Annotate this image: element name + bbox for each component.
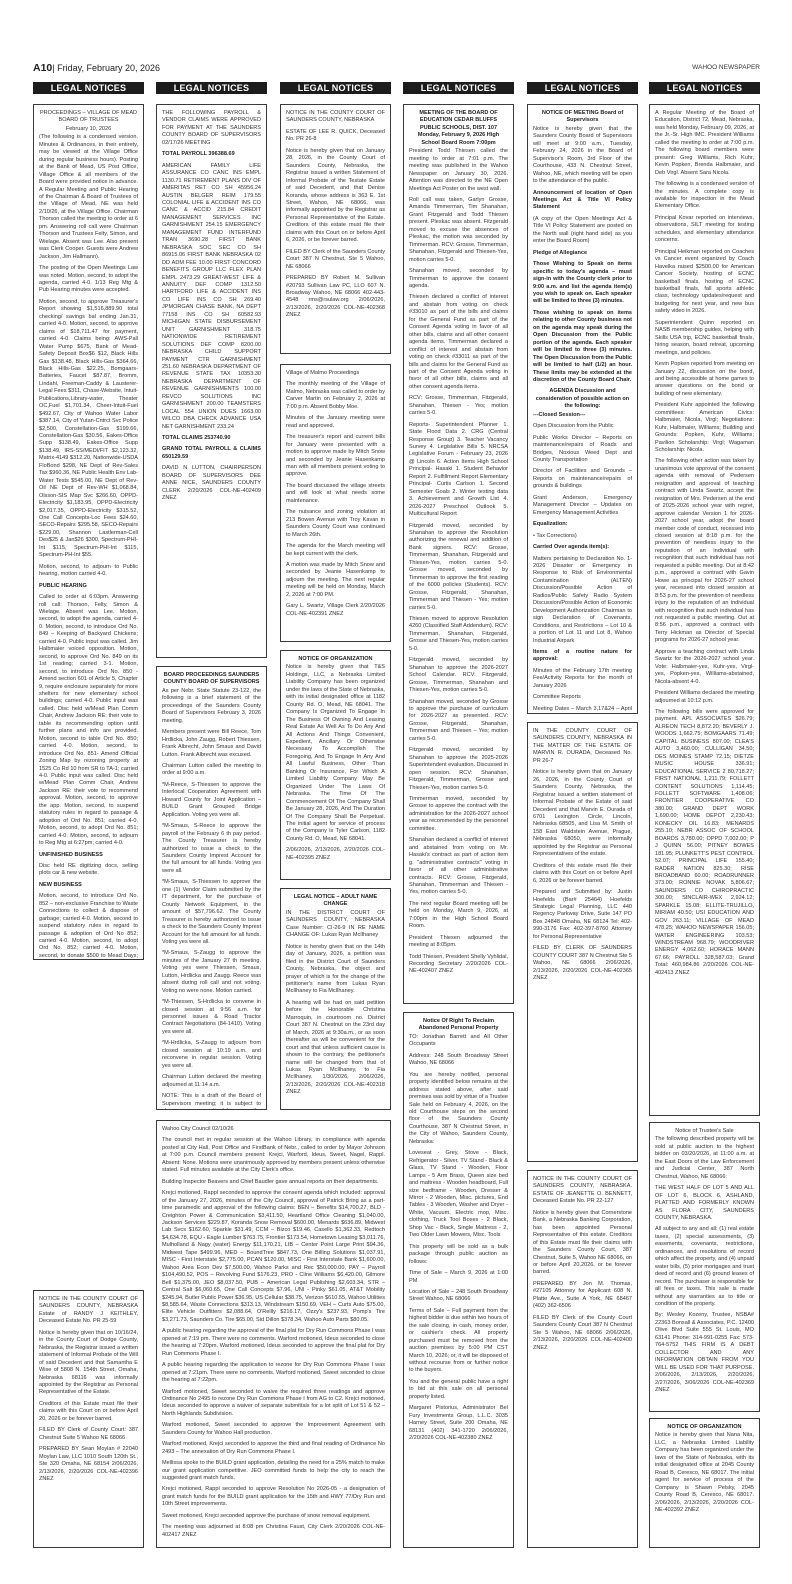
page-number: A10 [33,62,53,74]
notice-paragraph: Krejci motioned, Rappl seconded to approve Resolution No 2026-05 - a designation of grant match funds for the BUILD grant application for the 15th and HWY 77/Dry Run and 10th Street improvements. [162,1486,385,1508]
notice-heading: BOARD PROCEEDINGS SAUNDERS COUNTY BOARD OF SUPERVISORS [163,672,260,686]
notice-paragraph: ---Closed Session--- [533,411,586,418]
notice-paragraph: *M-Reece, S-Thiessen to approve the Interlocal Cooperation Agreement with Howard County for Joint Application – BUILD Grant Grouped Bridge Application. Voting yes were all. [162,781,261,818]
notice-paragraph: Creditors of this Estate must file their claims with this Court on or before April 20, 2026 or be forever barred. [39,1400,138,1422]
notice-trustees-sale [649,1122,760,1412]
notice-paragraph: Notice of Trustee's Sale [675,1128,734,1134]
notice-paragraph: You and the general public have a right to bid at this sale on all personal property listed. [409,1378,508,1400]
notice-paragraph: Open Discussion from the Public [533,423,614,430]
notice-mead-school-board [649,104,760,1116]
notice-paragraph: Superintendent Quinn reported on NASB membership guides, helping with Skills USA trip, ECNC basketball finals, hiring season, board retreat, upcoming meetings, and policies. [655,319,754,356]
notice-paragraph: NOTICE IN THE COUNTY COURT OF SAUNDERS COUNTY, NEBRASKA. ESTATE OF JEANETTE O. BENNETT, Deceased Estate No. PR 22-127 [533,1176,632,1205]
notice-paragraph: Shanahan moved, seconded by Timmerman to approve the consent agenda. [409,268,508,289]
notice-paragraph: Principal Kovar reported on interviews, observations, SILT meeting for testing schedules, and elementary attendance concerns. [655,214,754,244]
notice-paragraph: PREPARED BY Robert M. Sullivan #20793 Sullivan Law PC, LLO 607 N. Broadway Wahoo, NE 68066 402-443-4548 rms@rsulaw.org 2/06/2026, 2/13/2026, 2/20/2026 COL-NE-402368 ZNEZ [286,275,385,319]
notice-paragraph: (The following is a condensed version. Minutes & Ordinances, in their entirety, may be viewed at the Village Office during regular business hours). Posting at the Bank of Mead, US Post Office, Village Office & all members of the Board were provided notice in advance. A Regular Meeting and Public Hearing of the Chairman & Board of Trustees of the Village of Mead, NE was held 2/10/26, at the Village Office. Chairman Thorson called the meeting to order at 6 pm. Answering roll call were Chairman Thorson and Trustees Felty, Simon, and Wielage. Absent was Lee. Also present was Clerk Cooper. Guests were Andrew Jackson, Jim Hallmann). [39,134,138,260]
notice-paragraph: The meeting was adjourned at 8:08 pm Christina Faust, City Clerk 2/20/2026 COL-NE-402417 ZNEZ [162,1524,385,1538]
notice-quick-estate [280,104,391,354]
notice-cedar-bluffs-board [403,104,514,1004]
notice-paragraph: NEW BUSINESS [39,881,82,888]
notice-paragraph: President Todd Thiesen called the meeting to order at 7:01 p.m. The meeting was published in the Wahoo Newspaper on January 30, 2026. Attention was directed to the NE Open Meetings Act Poster on the west wall. [409,148,508,192]
notice-paragraph: The following bills were approved for payment. APL ASSOCIATES $26.79; ALREON TECH 8,872.20; BEVERLY J. WOODS 1,662.75; BOMGAARS 71.49; CAPITAL BUSINESS 807.00; CLEA'S AUTO 3,460.00; CULLIGAN 34.50; DES MOINES STAMP 72.15; DIETZE MUSIC HOUSE 336.91; EDUCATIONAL SERVICE 2 80,718.27; FIRST NATIONAL 1,211.79; FOLLETT CONTENT SOLUTIONS 1,114.45; FOLLETT SOFTWARE 1,408.06; FRONTIER COOPERATIVE CO 380.00; GRAND DEPT WORK 1,690.00; HOME DEPOT 2,230.43; KONECKY OIL 16.83; MENARDS 255.10; NEBR ASSOC OF SCHOOL BOARDS 3,780.00; OPPD 7,002.00; P J QUINN 56.00; PITNEY BOWES 181.95; PLUNKETT'S PEST CONTROL 52.07; PRINCIPAL LIFE 155.40; RADER NATION 825.30; RISE BROADBAND 60.00; ROADRUNNER 373.00; RONNIE NOVAK 5,806.67; SAUNDERS CO CHIROPRACTIC 300.00; SINCLAIR-WEX 2,924.12; SPARKLE 15.08; ELLITE-TRUJILLO, MIRIAM 40.50; USI EDUCATION AND GOV 263.11; VILLAGE OF MEAD 478.25; WAHOO NEWSPAPER 156.05; WATER ENGINEERING 103.53; WINDSTREAM 968.79; WOODRIVER ENERGY 4,062.60; HORACE MANN 67.66; PAYROLL 328,587.03; Grand Total: 460,984.86 2/20/2026 COL-NE-402413 ZNEZ [655,708,754,976]
notice-paragraph: Principal Heikman reported on Coaches vs Cancer event organized by Coach Havelka raised $2500.00 for American Cancer Society, hosting of ECNC basketball finals, hosting of ECNC basketball finals, fall sports athletic class, technology updates/request and budgeting for next year, and new bus safety video in 2026. [655,248,754,315]
notice-paragraph: Chairman Lutton declared the meeting adjourned at 11:14 a.m. [162,1074,261,1088]
notice-paragraph: Those Wishing to Speak on items specific to today's agenda – must sign-in with the County clerk prior to 9:00 a.m. and list the agenda item(s) you wish to speak on. Each speaker will be limited to three (3) minutes. [533,261,632,305]
notice-paragraph: IN THE COUNTY COURT OF SAUNDERS COUNTY, NEBRASKA IN THE MATTER OF THE ESTATE OF MARVIN R. OURADA, Deceased No. PR 26-7 [533,728,632,764]
notice-paragraph: Margaret Pistorius, Administrator Bel Fury Investments Group, L.L.C. 3035 Harney Street, Suite 200 Omaha, NE 68131 (402) 341-1720 2/06/2026, 2/20/2026 COL-NE-402380 ZNEZ [409,1405,508,1442]
notice-paragraph: GRAND TOTAL PAYROLL & CLAIMS 650129.59 [162,446,261,460]
notice-paragraph: A Regular Meeting of the Board of Education, District 72, Mead, Nebraska, was held Monday, February 09, 2026, at the Jr.-Sr. High IMC. President Williams called the meeting to order at 7:00 p.m. The following board members were present: Greg Williams, Rich Kuhr, Kevin Popken, Brenda Halbmaier, and Deb Virgl. Absent Sara Nicola. [655,110,754,176]
notice-paragraph: Thiesen moved to approve Resolution 4260 (Classified Staff Addendum). RCV: Timmerman, Shanahan, Fitzgerald, Grosse and Thiesen-Yes, motion carries 5-0. [409,616,508,652]
notice-paragraph: PREPARED BY Sean Moylan # 22040 Moylan Law, LLC 1010 South 120th St., Ste 320 Omaha, NE 68154 2/06/2026, 2/13/2026, 2/20/2026 COL-NE-402396 ZNEZ [39,1446,138,1482]
notice-paragraph: Motion, second, to introduce Ord No. 852 – non-exclusive Franchise to Waste Connections to collect & dispose of garbage; carried 4-0. Motion, second to suspend statutory rules in regard to passage & adoption of Ord No 852; carried 4-0. Motion, second, to adopt Ord No. 852; carried 4-0. Motion, second, to donate $500 to Mead Days; [39,893,138,959]
notice-paragraph: Notice is hereby given that T&S Holdings, LLC, a Nebraska Limited Liability Company has been organized under the laws of the State of Nebraska, with its initial designated office at 1182 County Rd. O, Mead, NE 68041. The Company Is Organized To Engage In The Business Of Owning And Leasing Real Estate As Well As To Do Any And All Actions And Things Convenient, Expedient, Ancillary Or Otherwise Necessary To Accomplish The Foregoing, And To Engage In Any And All Lawful Business, Other Than Banking Or Insurance, For Which A Limited Liability Company May Be Organized Under The Laws Of Nebraska. The Time Of The Commencement Of The Company Shall Be January 28, 2026, And The Duration Of The Company Shall Be Perpetual. The initial agent for service of process of the Company is Tyler Carlson, 1182 County Rd. O, Mead, NE 68041. [286,664,385,842]
notice-paragraph: Those wishing to speak on items relating to other County business not on the agenda may speak during the Open Discussion from the Public portion of the agenda. Each speaker will be limited to three (3) minutes. The Open Discussion from the Public will be limited to half (1/2) an hour. These limits may be extended at the discretion of the County Board Chair. [533,309,632,383]
notice-paragraph: All subject to any and all: (1) real estate taxes, (2) special assessments, (3) easements, covenants, restrictions, ordinances, and resolutions of record which affect the property, and (4) unpaid water bills, (5) prior mortgages and trust deed of record and (6) ground leases of record. The purchaser is responsible for all fees or taxes. This sale is made without any warranties as to title or condition of the property. [655,1226,754,1307]
notice-paragraph: The treasurer's report and current bills for January were presented with a motion to approve made by Mitch Snow and seconded by Jeanie Hasenkamp man with all members present voting to approve. [286,434,385,478]
notice-paragraph: A hearing will be had on said petition before the Honorable Christina Marroquin, in courtroom no. District Court 387 N. Chestnut on the 23rd day of March, 2026 at 9:30a.m., or as soon thereafter as will be convenient for the court and that unless sufficient cause is shown to the contrary, the petitioner's name will be changed from that of Lukas Ryan McIlhaney, to Fia McIlhaney. 1/30/2026, 2/06/2026, 2/13/2026, 2/20/2026 COL-NE-402318 ZNEZ [286,999,385,1096]
section-header: LEGAL NOTICES [156,82,267,94]
notice-paragraph: President Thiesen adjourned the meeting at 8:05pm. [409,934,508,949]
notice-paragraph: TOTAL CLAIMS 253740.90 [162,435,231,442]
notice-paragraph: TO: Jonathan Barrett and All Other Occupants [409,1033,508,1048]
notice-paragraph: DAVID N LUTTON, CHAIRPERSON BOARD OF SUPERVISORS DEE ANNE NICE, SAUNDERS COUNTY CLERK 2/20/2026 COL-NE-402409 ZNEZ [162,465,261,502]
notice-name-change [280,888,391,1110]
notice-paragraph: PREPARED BY Jon M. Thomas, #27105 Attorney for Applicant 608 N. Platte Ave., Suite A York, NE 68467 (402) 362-6506 [533,1280,632,1310]
notice-heading: AGENDA Discussion and consideration of possible action on the following: [535,388,630,410]
notice-paragraph: Warford motioned, Sweet seconded to approve the Improvement Agreement with Saunders County for Wahoo Hall production. [162,1422,385,1436]
notice-paragraph: FILED BY Clerk of the Saunders County Court 387 N Chestnut, Ste 5 Wahoo, NE 68066 [286,248,385,270]
notice-paragraph: IN THE DISTRICT COURT OF SAUNDERS COUNTY, NEBRASKA Case Number: CI-26-9 IN RE NAME CHANGE OF: Lukas Ryan McIlhaney [286,909,385,939]
newspaper-name: WAHOO NEWSPAPER [692,64,760,71]
notice-heading: NOTICE OF MEETING Board of Supervisors [541,110,624,124]
notice-paragraph: Fitzgerald moved, seconded by Shanahan to approve the Resolution authorizing the renewal and addition of Bank signers. RCV: Grosse, Timmerman, Shanahan, Fitzgerald and Thiesen-Yes, motion carries 5-0. Grosse moved, seconded by Timmerman to approve the first reading of the 6000 policies (Students). RCV: Grosse, Fitzgerald, Shanahan, Timmerman and Thiesen - Yes; motion carries 5-0. [409,522,508,611]
notice-paragraph: Notice is hereby given that the Saunders County Board of Supervisors will meet at 9:00 a.m., Tuesday, February 24, 2026 in the Board of Supervisor's Room, 3rd Floor of the Courthouse, 433 N. Chestnut Street, Wahoo, NE, which meeting will be open to the attendance of the public. [533,125,632,185]
notice-heading: Notice Of Right To Reclaim Abandoned Personal Property [418,1018,499,1032]
notice-paragraph: The following described property will be sold at public auction to the highest bidder on 03/20/2026, at 11:00 a.m. at the East Doors of the Law Enforcement and Judicial Center, 387 North Chestnut, Wahoo, NE 68066: [655,1136,754,1180]
notice-paragraph: Announcement of location of Open Meetings Act & Title VI Policy Statement [533,189,632,211]
notice-paragraph: NOTICE IN THE COUNTY COURT OF SAUNDERS COUNTY, NEBRASKA Estate of RANDY J KEITHLEY, Deceased Estate No. PR 25-59 [39,1296,138,1325]
notice-paragraph: Time of Sale – March 9, 2026 at 1:00 PM [409,1270,508,1284]
notice-paragraph: Building Inspector Beavers and Chief Baudler gave annual reports on their departments. [162,1178,379,1185]
notice-paragraph: Director of Facilities and Grounds – Reports on maintenance/repairs of grounds & buildings [533,468,632,490]
notice-paragraph: Sweet motioned, Krejci seconded approve the purchase of snow removal equipment. [162,1512,371,1519]
notice-paragraph: Notice is hereby given that on 10/16/24, in the County Court of Dodge County, Nebraska, the Registrar issued a written statement of Informal Probate of the Will of said Decedent and that Samantha E Wise of 5808 N. 154th Street, Omaha, Nebraska 68116 was informally appointed by the Registrar as Personal Representative of the Estate. [39,1329,138,1396]
page-date: | Friday, February 20, 2026 [52,63,160,73]
notice-paragraph: The posting of the Open Meetings Law was noted. Motion, second, to adopt the agenda, carried 4-0. 1/13 Reg Mtg & Pub Hearing minutes were accepted. [39,265,138,294]
notice-paragraph: Meeting Dates – March 3,17&24 – April [533,705,632,712]
notice-paragraph: Fitzgerald moved, seconded by Shanahan to approve the 2025-2026 Superintendent evaluation. Discussed in open session. RCV: Shanahan, Fitzgerald, Timmerman, Grosse and Thiesen-Yes, motion carries 5-0. [409,747,508,791]
notice-paragraph: President Williams declared the meeting adjourned at 10:12 p.m. [655,690,754,704]
section-header: LEGAL NOTICES [649,82,760,94]
notice-paragraph: Pledge of Allegiance [533,249,588,256]
notice-mead-village-proceedings [33,104,144,960]
notice-paragraph: By: Wesley Kozeny, Trustee, NSBA# 22363 Bonsall & Associates, P.C. 12400 Olive Blvd Suite 555 St. Louis, MO 63141 Phone: 314-991-0255 Fax: 573-764-5752 THIS FIRM IS A DEBT COLLECTOR AND ANY INFORMATION OBTAIN FROM YOU WILL BE USED FOR THAT PURPOSE. 2/06/2026, 2/13/2026, 2/20/2026, 2/27/2026, 3/06/2026 COL-NE-402369 ZNEZ [655,1312,754,1393]
notice-paragraph: THE WEST HALF OF LOT 5 AND ALL OF LOT 6, BLOCK 6, ASHLAND, PLATTED AND FORMERLY KNOWN AS FLORA CITY, SAUNDERS COUNTY, NEBRASKA. [655,1185,754,1221]
notice-paragraph: Thiesen declared a conflict of interest and abstain from voting on check #33010 as part of the bills and claims for the General Fund as part of the Consent Agenda voting in favor of all other bills, claims and all other consent agenda items. Timmerman declared a conflict of interest and abstain from voting on check #33011 as part of the bills and claims for the General Fund as part of the Consent Agenda voting in favor of all other bills, claims and all other consent agenda items. [409,294,508,390]
notice-paragraph: Members present were Bill Reece, Tom Hrdlicka, John Zaugg, Robert Thiessen, Frank Albrecht, John Smaus and David Lutton. Frank Albrecht was excused. [162,729,261,758]
notice-paragraph: Wahoo City Council 02/10/26 [162,1126,234,1132]
notice-paragraph: The council met in regular session at the Wahoo Library, in compliance with agenda posted at City Hall, Post Office and FirstBank of Nebr., called to order by Mayor Johnson at 7:00 p.m. Council members present: Krejci, Warford, Ideus, Sweet, Nagel, Rappl. Absent: None. Motions were unanimously approved by members present unless otherwise stated. Full minutes available at the City Clerk's office. [162,1137,385,1174]
notice-organization-nana [649,1418,760,1548]
notice-board-proceedings [156,666,267,1110]
notice-meeting-supervisors [527,104,638,714]
notice-paragraph: TOTAL PAYROLL 396388.69 [162,151,235,158]
notice-paragraph: Notice is hereby given that Cornerstone Bank, a Nebraska Banking Corporation, has been appointed Personal Representative of this estate. Creditors of this Estate must file their claims with the Saunders County Court, 387 Chestnut, Suite 5, Wahoo NE 68066, on or before April 20,2026, or be forever barred. [533,1209,632,1276]
section-header: LEGAL NOTICES [33,82,144,94]
notice-paragraph: Warford motioned, Krejci seconded to approve the third and final reading of Ordinance No 2493 – The annexation of Dry Run Commons Phase I. [162,1441,385,1455]
notice-paragraph: THE FOLLOWING PAYROLL & VENDOR CLAIMS WERE APPROVED FOR PAYMENT AT THE SAUNDERS COUNTY BOARD OF SUPERVISORS 02/17/26 MEETING [162,110,261,146]
notice-paragraph: Address: 248 South Broadway Street Wahoo, NE 68066 [409,1052,508,1067]
notice-paragraph: 2/06/2026, 2/13/2026, 2/20/2026 COL-NE-402395 ZNEZ [286,847,385,861]
notice-paragraph: The next regular Board meeting will be held on Monday, March 9, 2026, at 7:00pm in the High School Board Room. [409,900,508,930]
notice-paragraph: Approve a teaching contract with Linda Swartz for the 2026-2027 school year. Vote: Halbmaier-yes, Kuhr-yes, Virgl-yes, Popken-yes, Williams-abstained, Nicola-absent 4-0. [655,648,754,685]
notice-paragraph: Carried Over agenda item(s): [533,544,610,551]
notice-paragraph: PROCEEDINGS – VILLAGE OF MEAD BOARD OF TRUSTEES [39,110,138,124]
notice-organization-ts-holdings [280,650,391,880]
notice-paragraph: Reports- Superintendent Pfanner 1. State Flood Data 2. CRG (Central Response Group) 3. Teacher Vacancy Survey 4. Legislative Bills 5. NRCSA Legislative Forum - February 23, 2026 @ Lincoln 6. Action Items High School Principal- Hasaki 1. Student Behavior Report 2. Fulfillment Report Elementary Principal- Curtis Carlson 1. Second Semester Goals 2. Winter testing data 3. Achievement and Growth List 4. 2026-2027 Preschool Outlook 5. Multicultural Report [409,421,508,518]
notice-paragraph: Grant Anderson, Emergency Management Director – Updates on Emergency Management Activities [533,494,632,516]
notice-paragraph: FILED BY Clerk of the County Court Saunders County Court 387 N Chestnut Ste 5 Wahoo, NE 68066 2/06/2026, 2/13/2026, 2/20/2026 COL-NE-402400 ZNEZ [533,1314,632,1351]
notice-paragraph: A public hearing regarding the application to rezone for Dry Run Commons Phase I was opened at 7:21pm. There were no comments. Warford motioned, Sweet seconded to close the hearing at 7:22pm. [162,1362,385,1384]
notice-malmo-minutes [280,364,391,642]
notice-paragraph: February 10, 2026 [65,125,112,132]
notice-payroll-claims [156,104,267,658]
notice-paragraph: Motion, second, to adjourn to Public hearing, motion carried 4-0. [39,563,138,578]
notice-paragraph: RCV: Grosse, Timmerman, Fitzgerald, Shanahan, Thiesen - Yes; motion carries 5-0. [409,395,508,417]
notice-heading: MEETING OF THE BOARD OF EDUCATION CEDAR BLUFFS PUBLIC SCHOOLS, DIST. 107 Monday, February 9, 2026 High School Board Room 7:00pm [417,110,500,146]
notice-bennett-estate [527,1170,638,1548]
section-header: LEGAL NOTICES [280,82,391,94]
notice-paragraph: UNFINISHED BUSINESS [39,851,103,858]
notice-keithley-estate [33,1290,144,1548]
notice-heading: NOTICE OF ORGANIZATION [298,656,373,662]
notice-paragraph: Prepared and Submitted by: Justin Hoefelds (Bar# 25464) Hoefelds Strategic Legal Planning, LLC 440 Regency Parkway Drive, Suite 147 PO Box 24848 Omaha, NE 68124 Tel: 402-990-3176 Fax: 402-397-8760 Attorney for Personal Representative [533,889,632,940]
notice-paragraph: A motion was made by Mitch Snow and seconded by Jeanie Hasenkamp to adjourn the meeting. The next regular meeting will be held on Monday, March 2, 2026 at 7:00 PM. [286,561,385,598]
notice-paragraph: Village of Malmo Proceedings [286,370,360,376]
notice-paragraph: Notice is hereby given that on January 28, 2026, in the County Court of Saunders County, Nebraska, the Registrar issued a written Statement of Informal Probate of the Testate Estate of said Decedent, and that Denise Koranda, whose address is 363 E. 1st Street, Wahoo, NE 68066, was informally appointed by the Registrar as Personal Representative of the Estate. Creditors of this estate must file their claims with this Court on or before April 6, 2026, or be forever barred. [286,147,385,244]
notice-paragraph: *M-Smaus, S-Zaugg to approve the minutes of the January 27 th meeting. Voting yes were Thiessen, Smaus, Lutton, Hrdlicka and Zaugg. Reece was absent during roll call and not voting. Voting no were none. Motion carried. [162,950,261,994]
notice-heading: LEGAL NOTICE – ADULT NAME CHANGE [293,894,378,908]
notice-paragraph: Motion, second, to approve Treasurer's Report showing $1,516,889.90 total checking/ savings bal ending Jan.31, carried 4-0. Motion, second, to approve claims of $18,711.47 for payment, carried 4-0. Claims being: AWS-Pall Water Pump $675, Bank of Mead-Safety Deposit Box$6 $12, Black Hills Gas $138.48, Black Hills-Gas $364.66, Black Hills-Gas $22.25, Bomgaars-Batteries, Faucet $87.87, Bromm, Lindahl, Freeman-Caddy & Lausterer-Legal Fees $311, Chase-Website, Intuit-Publications,Library-water, Theater OC,Fuel $1,701.34, Cheer-Intuit-Fuel $492.67, City of Wahoo Water Labor $387.14, City of Yutan-Cntrct Svc Police $2,500, Constellation-Gas $199.66, Constellation-Gas $30.56, Eakes-Office Supp $138.49, Eakes-Office Supp $138.49, IRS-SS/MEDI/FIT $2,123.32, Matrix-4149 $312.20, Nationwide-USDA FloBond $298, NE Dept of Rev-Sales Tax $960.36, NE Public Health Env Lab-Water Tests $545.00, NE Dept of Rev-Oil NE Dept of Rev-WH $1,068.84, Olsson-SIS Map Svc $266.60, OPPD-Electricity $1,183.95, OPPD-Electricity $2,017.35, OPPD-Electricity $315.52, One Call Concepts-Loc Fees $24.60, SECO-Repairs $295.58, SECO-Repairs $229.00, Shannon Lastlerman-Cell Des$25 & Jan$26 $300, Spectrum-PHI-Int $115, Spectrum-PHI-Int $115, Spectrum-PH-Int $55. [39,298,138,559]
notice-paragraph: Committee Reports [533,694,581,701]
notice-paragraph: This property will be sold as a bulk package through public auction as follows: [409,1243,508,1265]
notice-paragraph: *M-Smaus, S-Reece to approve the payroll of the February 6 th pay period. The County Treasurer is hereby authorized to issue a check to the Saunders County Imprest Account for the full amount for all funds. Voting yes were all. [162,823,261,874]
notice-paragraph: Loveseat - Grey, Stove - Black, Refrigerator - Silver, TV Stand - Black & Glass, TV Stand - Wooden, Floor Lamps - 5 Arm Brass, Queen size bed and mattress - Wooden headboard, Full size bedframe - Wooden, Dresser & Mirror - 2 Wooden, Misc. pictures, End Tables - 3 Wooden, Washer and Dryer - White, Vacuum, Electric mop, Misc. clothing, Truck Tool Boxes - 2 Black, Shop Vac - Black, Single Mattress - 2, Two Older Lawn Mowers, Misc. Tools [409,1150,508,1239]
notice-paragraph: Disc held RE digitizing docs, selling plots car & new website. [39,862,138,877]
notice-paragraph: Terms of Sale – Full payment from the highest bidder is due within two hours of the sale closing, in cash, money order, or cashier's check. All property purchased must be removed from the auction premises by 5:00 PM CST March 10, 2026; or, it will be disposed of without recourse from or further notice to the buyers. [409,1307,508,1374]
notice-paragraph: Public Works Director – Reports on maintenance/repairs of Roads and Bridges, Noxious Weed Dept and County Transportation [533,434,632,464]
notice-paragraph: NOTICE IN THE COUNTY COURT OF SAUNDERS COUNTY, NEBRASKA [286,110,385,124]
notice-abandoned-property [403,1012,514,1548]
notice-paragraph: Matters pertaining to Declaration No. 1-2026 Disaster or Emergency in Response to Risk of Environmental Contamination (ALTEN) Discussion/Possible Action of Radios/Public Safety Radio System Discussion/Possible Action of Economic Development Authorization Chairman to sign Declaration of Covenants, Conditions, and Restrictions – Lot 10 & a portion of Lot 11 and Lot 8, Wahoo Industrial Airpark [533,555,632,644]
notice-paragraph: Chairman Lutton called the meeting to order at 9:00 a.m. [162,762,261,777]
notice-paragraph: • Tax Corrections) [533,532,577,539]
section-header: LEGAL NOTICES [527,82,638,94]
notice-paragraph: ESTATE OF LEE R. QUICK, Deceased No. PR 26-8 [286,128,385,143]
notice-paragraph: The following is a condensed version of the minutes. A complete copy is available for inspection in the Mead Elementary Office. [655,181,754,210]
notice-paragraph: President Kuhr appointed the following committees: American Civics: Halbmaier, Nicola, Virgl; Negotiations: Kuhr, Halbmaier, Williams; Building and Grounds: Popken, Kuhr, Williams; Pavilion Scholarship: Virgl; Wagaman Scholarship: Nicola. [655,402,754,454]
notice-paragraph: Mellissa spoke to the BUILD grant application, detailing the need for a 25% match to make our grant application competitive. JEO committed funds to help the city to reach the suggested grant match funds. [162,1460,385,1482]
notice-paragraph: *M-Thiessen, S-Hrdlicka to convene in closed session at 9:56 a.m. for personnel issues & Road Tractor Contract Negotiations (84-1410). Voting yes were all. [162,999,261,1035]
notice-paragraph: Todd Thiesen, President Shelly Vyhlidal, Recording Secretary 2/20/2026 COL-NE-402407 ZNEZ [409,953,508,975]
notice-paragraph: Creditors of this estate must file their claims with this Court on or before April 6, 2026 or be forever barred. [533,862,632,884]
notice-paragraph: The agenda for the March meeting will be kept current with the clerk. [286,543,385,557]
notice-paragraph: (A copy of the Open Meetings Act & Title VI Policy Statement are posted on the North wall (right hand side) as you enter the Board Room) [533,215,632,245]
notice-paragraph: Minutes of the January meeting were read and approved. [286,415,385,429]
notice-paragraph: You are hereby notified, personal property identified below remains at the address stated above, after said premises was sold by virtue of a Trustee Sale held on February 4, 2026, on the old Courthouse steps on the second floor of the Saunders County Courthouse, 387 N Chestnut Street, in the City of Wahoo, Saunders County, Nebraska: [409,1071,508,1145]
notice-paragraph: Timmerman moved, seconded by Grosse to approve the contract with the administration for the 2026-2027 school year as recommended by the personnel committee. [409,795,508,832]
page-folio [33,62,160,74]
notice-paragraph: Warford motioned, Sweet seconded to waive the required three readings and approve Ordinance No 2495 to rezone Dry Run Commons Phase I from AG to C2. Krejci motioned, Ideus seconded to approve a waiver of separate submittals for a lot split of Lot 51 & 52 – North Highlands Subdivision. [162,1388,385,1417]
notice-ourada-estate [527,722,638,1162]
notice-paragraph: *M-Hrdlicka, S-Zaugg to adjourn from closed session at 10:19 a.m. and reconvene in regular session. Voting yes were all. [162,1040,261,1069]
notice-paragraph: NOTE: This is a draft of the Board of Supervisors meeting; it is subject to [162,1093,261,1107]
notice-paragraph: A public hearing regarding the approval of the final plat for Dry Run Commons Phase I was opened at 7:19 pm. There were no comments. Warford motioned, Ideus seconded to close the hearing at 7:20pm. Warford motioned, Ideus seconded to approve the final plat for Dry Run Commons Phase I. [162,1328,385,1357]
notice-paragraph: The following other action was taken by unanimous vote approval of the consent agenda with removal of Pedersen resignation and approval of teaching contract with Linda Swartz, accept the resignation of Mrs. Pedersen at the end of 2025-2026 school year with regret, approve calendar Version 1 for 2026-2027 school year, adopt the board member code of conduct, recessed into closed session at 8:18 p.m. for the prevention of needless injury to the reputation of an individual with recognition that such individual has not requested a public meeting. Out at 8:42 p.m., approved a contract with Gavin Howe as principal for 2026-27 school year, recessed into closed session at 8:53 p.m. for the prevention of needless injury to the reputation of an individual with recognition that such individual has not requested a public meeting. Out at 8:56 p.m., approved a contract with Terry Hickman as Director of Special programs for 2026-27 school year. [655,458,754,644]
notice-paragraph: Notice is hereby given that on the 14th day of January, 2026, a petition was filed in the District Court of Saunders County, Nebraska, the object and prayer of which is for the change of the petitioner's name from Lukas Ryan McIlhaney to Fia McIlhaney. [286,943,385,995]
section-header: LEGAL NOTICES [403,82,514,94]
notice-paragraph: Krejci motioned, Rappl seconded to approve the consent agenda which included: approval of the January 27, 2026, minutes of the City Council, approval of Patrick Bring as a part-time paramedic and approval of the following claims: BEN – Benefits $14,700.27, BLD - Creighton Power & Communication $3,411.50, Heartland Office Cleaning $1,040.00, Jackson Services $229.87, Koranda Snow Removal $600.00, Menards $636.89, Midwest Lab Svcs $162.60, Sparkle $31.49, CCM – Bizco $19.46, Casello $1,362.33, Redtoch $4,634.78, EQU - Eagle Lumber $763.75, Frontier $173.54, Hometown Leasing $3,011.76, Mulholland & Nagy (water) Energy $11,170.21, LIB – Center Point Large Print $94.36, Midwest Tape $499.96, MED – BoundTree $847.73, One Billing Solutions $1,037.91, MISC - First Interstate $2,775.00, PCAN $120.00, MISC - First Interstate Bank $1,600.00, Wahoo Area Econ Dev $7,500.00, Wahoo Parks and Rec $50,000.00, PAY – Payroll $104,490.52, POS – Revolving Fund $176.23, PRO - Cline Williams $6,420.00, Gilmore Bell $1,375.00, JEO $8,037.50, PUB – American Legal Publishing $2,603.34, STR – Central Salt $6,060.65, One Call Concepts $7.96, UNI - Pinky $61.05, AT&T Mobility $245.94, Butler Public Power $36.95, US Cellular $38.75, Verizon $610.55, Wahoo Utilities $8,585.64, Waste Connections $313.13, Windstream $150.69, VEH – Curts Auto $75.00, Elite Vehicle Outfitters $2,088.64, O'Reilly $216.17, Ozzy's $237.93, Pomp's Tire $3,271.73, Saunders Co. Tire $65.00, Sid Dillon $378.34, Wahoo Auto Parts $80.05. [162,1190,385,1323]
notice-paragraph: Equalization: [533,521,568,528]
notice-paragraph: Minutes of the February 17th meeting Fee/Activity Reports for the month of January 2026 [533,667,632,689]
notice-paragraph: Notice is hereby given that on January 26, 2026, in the County Court of Saunders County, Nebraska, the Registrar issued a written statement of Informal Probate of the Estate of said Decedent and that Marvin E. Ourada of 6701 Lexington Circle, Lincoln, Nebraska 68505, and Lisa M. Smith of 158 East Waldstein Avenue, Prague, Nebraska 68050, were informally appointed by the Registrar as Personal Representatives of the estate. [533,769,632,858]
notice-paragraph: The nuisance and zoning violation at 213 Bowen Avenue with Troy Kavan in Saunders County Court was continued to March 26th. [286,509,385,538]
notice-paragraph: Shanahan declared a conflict of interest and abstained from voting on Mr. Hasaki's contract as part of action item g. "administrative contracts" voting in favor of all other administrative contracts. RCV: Grosse, Fitzgerald, Shanahan, Timmerman and Thiesen - Yes, motion carries 5-0. [409,837,508,896]
notice-paragraph: Gary L. Swartz, Village Clerk 2/20/2026 COL-NE-402391 ZNEZ [286,603,385,617]
notice-paragraph: Location of Sale – 248 South Broadway Street Wahoo, NE 68066 [409,1288,508,1303]
notice-paragraph: As per Nebr. State Statute 23-122, the following is a brief statement of the proceedings of the Saunders County Board of Supervisors February 3, 2026 meeting. [162,687,261,724]
notice-paragraph: AMERICAN FAMILY LIFE ASSURANCE CO CANC INS EMPL 1130.71 RETIREMENT PLANS DIV OF AMERITAS RET CO SH 45956.24 AUSTIN BELGER REIM 179.55 COLONIAL LIFE & ACCIDENT INS CO CANC & ACCID 215.84 CREDIT MANAGEMENT SERVICES INC GARNISHMENT 254.15 EMERGENCY MANAGEMENT FUND INTERFUND TRAN 3690.28 FIRST BANK NEBRASKA SOC SEC CO SH 86915.06 FIRST BANK NEBRASKA 02 DD ADM FEE 10.00 FIRST CONCORD BENEFITS GROUP LLC FLEX PLAN EMPL 2473.29 GREAT-WEST LIFE & ANNUITY DEF COMP 1312.50 HARTFORD LIFE & ACCIDENT INS CO LIFE INS CO SH 269.40 JPMORGAN CHASE BANK, NA DEPT 77158 INS CO SH 60582.93 MICHIGAN STATE DISBURSEMENT UNIT GARNISHMENT 318.75 NATIONWIDE RETIREMENT SOLUTIONS DEF COMP 8200.00 NEBRASKA CHILD SUPPORT PAYMENT CTR GARNISHMENT 251.60 NEBRASKA DEPARTMENT OF REVENUE STATE TAX 10353.30 NEBRASKA DEPARTMENT OF REVENUE GARNISHMENTS 100.00 REVCO SOLUTIONS INC GARNISHMENT 200.00 TEAMSTERS LOCAL 554 UNION DUES 1663.00 WILCO DBA CHECK ADVANCE USA NET GARNISHMENT 233.24 [162,162,261,430]
notice-paragraph: Shanahan moved, seconded by Grosse to approve the purchase of curriculum for 2026-2027 as presented. RCV: Grosse, Fitzgerald, Shanahan, Timmerman and Thiesen – Yes; motion carries 5-0. [409,698,508,742]
notice-paragraph: Notice is hereby given that Nana Nita, LLC, a Nebraska Limited Liability Company has been organized under the laws of the State of Nebraska, with its initial designated office at 2045 County Road B, Ceresco, NE 68017. The initial agent for service of process of the Company is Shawn Pelsky, 2045 County Road B, Ceresco, NE 68017. 2/06/2026, 2/13/2026, 2/20/2026 COL-NE-402392 ZNEZ [655,1432,754,1513]
notice-paragraph: Kevin Popken reported from meeting on January 22, discussion on the bond, and being accessible at home games to answer questions on the bond or building of new elementary. [655,361,754,397]
notice-paragraph: Items of a routine nature for approval: [533,649,632,663]
notice-paragraph: The board discussed the village streets and will look at what needs some maintenance. [286,482,385,504]
notice-paragraph: FILED BY CLERK OF SAUNDERS COUNTY COURT 387 N Chestnut Ste 5 Wahoo, NE 68066 2/06/2026, 2/13/2026, 2/20/2026 COL-NE-402365 ZNEZ [533,945,632,982]
notice-paragraph: Fitzgerald moved, seconded by Shanahan to approve the 2026-2027 School Calendar. RCV: Fitzgerald, Grosse, Timmerman, Shanahan and Thiesen-Yes, motion carries 5-0. [409,657,508,694]
notice-paragraph: Roll call was taken, Garlyn Grosse, Amanda Timmerman, Tim Shanahan, Grant Fitzgerald and Todd Thiesen present. Pleskac was absent. Fitzgerald moved to excuse the absences of Pleskac, the motion was seconded by Timmerman. RCV: Grosse, Timmerman, Shanahan, Fitzgerald and Thiesen-Yes, motion carries 5-0. [409,196,508,263]
notice-heading: NOTICE OF ORGANIZATION [667,1424,742,1430]
notice-paragraph: PUBLIC HEARING [39,582,87,589]
notice-paragraph: The monthly meeting of the Village of Malmo, Nebraska was called to order by Carver Martin on February 2, 2026 at 7:00 p.m. Absent Bobby Moe. [286,381,385,410]
notice-wahoo-city-council [156,1120,391,1548]
notice-paragraph: FILED BY Clerk of County Court: 387 Chestnut Suite 5 Wahoo NE 68066 [39,1427,138,1441]
notice-paragraph: *M-Smaus, S-Thiessen to approve the one (1) Vendor Claim submitted by the IT department, for the purchase of County Network Equipment, in the amount of $57,796.62. The County Treasurer is hereby authorized to issue a check to the Saunders County Imprest Account for the full amount for all funds. Voting yes were all. [162,879,261,945]
notice-paragraph: Called to order at 6:03pm. Answering roll call: Thorson, Felty, Simon & Wielage. Absent was Lee. Motion, second, to adopt the agenda, carried 4-0. Motion, second, to introduce Ord No. 849 – Keeping of Backyard Chickens; carried 4-0. Public input was called. Jim Halbmaier voiced opposition. Motion, second, to approve Ord No. 849 on its 1st reading; carried 3-1. Motion, second, to introduce Ord No. 850 - Amend section 601 of Article 5, Chapter 9, require enclosure separately for more shelters for new elementary school buildings; carried 4-0. Public input was called. Disc held w/Mead Plan Comm Chair, Andrew Jackson RE: their vote to table its recommending option until further plans and info are provided. Motion, second to table Ord No. 850; carried 4-0. Motion, second, to introduce Ord No. 851- Amend Official Zoning Map by rezoning property at 1525 Co Rd 10 from SR to TA-1; carried 4-0. Public input was called. Disc held w/Mead Plan Comm Chair, Andrew Jackson RE: their vote to recommend approval. Motion, second, to approve the app. Motion, second, to suspend statutory rules in regard to passage & adoption of Ord No. 851; carried 4-0. Motion, second, to adopt Ord No. 851; carried 4-0. Motion, second, to adjourn to Reg Mtg at 6:27pm; carried 4-0. [39,594,138,847]
